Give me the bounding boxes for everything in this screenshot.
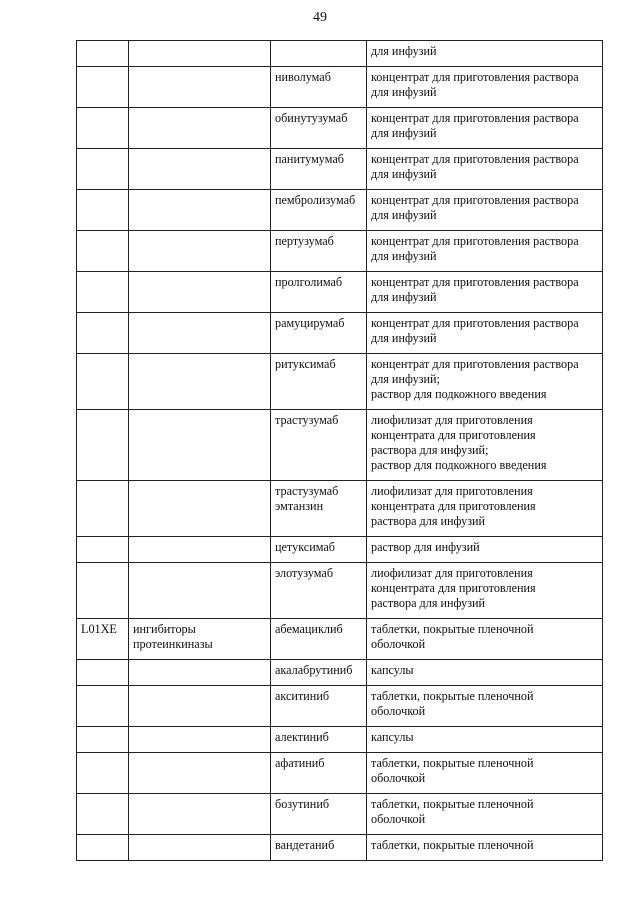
drug-name-cell: ниволумаб (271, 67, 367, 108)
dosage-form-cell: таблетки, покрытые пленочной (367, 835, 603, 861)
atc-code-cell (77, 108, 129, 149)
table-row (77, 231, 603, 272)
dosage-form-cell: концентрат для приготовления раствора для инфузий (367, 272, 603, 313)
table-row (77, 727, 603, 753)
dosage-form-cell: таблетки, покрытые пленочной оболочкой (367, 686, 603, 727)
table-row (77, 686, 603, 727)
atc-code-cell (77, 313, 129, 354)
drug-name-cell: абемациклиб (271, 619, 367, 660)
drug-name-cell: алектиниб (271, 727, 367, 753)
dosage-form-cell: капсулы (367, 727, 603, 753)
pharmacological-group-cell (129, 835, 271, 861)
drug-name-cell: ритуксимаб (271, 354, 367, 410)
pharmacological-group-cell (129, 354, 271, 410)
dosage-form-cell: таблетки, покрытые пленочной оболочкой (367, 753, 603, 794)
dosage-form-cell: концентрат для приготовления раствора для инфузий; раствор для подкожного введения (367, 354, 603, 410)
pharmacological-group-cell (129, 660, 271, 686)
table-row (77, 108, 603, 149)
drug-name-cell: акалабрутиниб (271, 660, 367, 686)
atc-code-cell (77, 190, 129, 231)
drug-name-cell: акситиниб (271, 686, 367, 727)
pharmacological-group-cell (129, 231, 271, 272)
atc-code-cell (77, 410, 129, 481)
atc-code-cell (77, 67, 129, 108)
table-row (77, 537, 603, 563)
atc-code-cell (77, 272, 129, 313)
drug-name-cell: панитумумаб (271, 149, 367, 190)
table-row (77, 481, 603, 537)
table-row (77, 149, 603, 190)
drug-name-cell: афатиниб (271, 753, 367, 794)
table-row (77, 660, 603, 686)
table-row (77, 190, 603, 231)
dosage-form-cell: концентрат для приготовления раствора для инфузий (367, 67, 603, 108)
dosage-form-cell: таблетки, покрытые пленочной оболочкой (367, 619, 603, 660)
table-row (77, 753, 603, 794)
pharmacological-group-cell (129, 272, 271, 313)
atc-code-cell (77, 481, 129, 537)
atc-code-cell (77, 354, 129, 410)
atc-code-cell (77, 753, 129, 794)
atc-code-cell (77, 794, 129, 835)
drug-name-cell: бозутиниб (271, 794, 367, 835)
atc-code-cell (77, 149, 129, 190)
drug-name-cell: элотузумаб (271, 563, 367, 619)
pharmacological-group-cell (129, 537, 271, 563)
table-row (77, 313, 603, 354)
pharmacological-group-cell (129, 794, 271, 835)
page-number: 49 (313, 10, 327, 25)
drug-name-cell: обинутузумаб (271, 108, 367, 149)
atc-code-cell (77, 41, 129, 67)
atc-code-cell: L01XE (77, 619, 129, 660)
pharmacological-group-cell (129, 67, 271, 108)
atc-code-cell (77, 660, 129, 686)
dosage-form-cell: концентрат для приготовления раствора для инфузий (367, 108, 603, 149)
pharmacological-group-cell (129, 108, 271, 149)
table-row (77, 835, 603, 861)
pharmacological-group-cell (129, 149, 271, 190)
pharmacological-group-cell (129, 481, 271, 537)
pharmacological-group-cell (129, 410, 271, 481)
atc-code-cell (77, 563, 129, 619)
dosage-form-cell: капсулы (367, 660, 603, 686)
pharmacological-group-cell (129, 190, 271, 231)
dosage-form-cell: таблетки, покрытые пленочной оболочкой (367, 794, 603, 835)
drug-name-cell: рамуцирумаб (271, 313, 367, 354)
dosage-form-cell: концентрат для приготовления раствора для инфузий (367, 190, 603, 231)
dosage-form-cell: лиофилизат для приготовления концентрата для приготовления раствора для инфузий (367, 481, 603, 537)
table-row (77, 410, 603, 481)
atc-code-cell (77, 835, 129, 861)
pharmacological-group-cell (129, 563, 271, 619)
dosage-form-cell: лиофилизат для приготовления концентрата для приготовления раствора для инфузий; раствор для подкожного введения (367, 410, 603, 481)
drug-name-cell: пролголимаб (271, 272, 367, 313)
dosage-form-cell: раствор для инфузий (367, 537, 603, 563)
atc-code-cell (77, 727, 129, 753)
dosage-form-cell: концентрат для приготовления раствора для инфузий (367, 313, 603, 354)
table-row (77, 272, 603, 313)
table-row (77, 41, 603, 67)
table-row (77, 794, 603, 835)
drug-name-cell: пембролизумаб (271, 190, 367, 231)
pharmacological-group-cell (129, 686, 271, 727)
dosage-form-cell: концентрат для приготовления раствора для инфузий (367, 149, 603, 190)
drug-name-cell: трастузумаб (271, 410, 367, 481)
pharmacological-group-cell (129, 753, 271, 794)
table-row (77, 563, 603, 619)
dosage-form-cell: для инфузий (367, 41, 603, 67)
pharmacological-group-cell: ингибиторы протеинкиназы (129, 619, 271, 660)
drug-name-cell: трастузумаб эмтанзин (271, 481, 367, 537)
drug-name-cell: вандетаниб (271, 835, 367, 861)
atc-code-cell (77, 537, 129, 563)
drug-name-cell: цетуксимаб (271, 537, 367, 563)
atc-code-cell (77, 231, 129, 272)
table-row (77, 67, 603, 108)
pharmacological-group-cell (129, 727, 271, 753)
table-row (77, 354, 603, 410)
table-row (77, 619, 603, 660)
drug-name-cell (271, 41, 367, 67)
drug-list-table (76, 40, 603, 861)
dosage-form-cell: лиофилизат для приготовления концентрата для приготовления раствора для инфузий (367, 563, 603, 619)
dosage-form-cell: концентрат для приготовления раствора для инфузий (367, 231, 603, 272)
atc-code-cell (77, 686, 129, 727)
pharmacological-group-cell (129, 313, 271, 354)
pharmacological-group-cell (129, 41, 271, 67)
drug-name-cell: пертузумаб (271, 231, 367, 272)
